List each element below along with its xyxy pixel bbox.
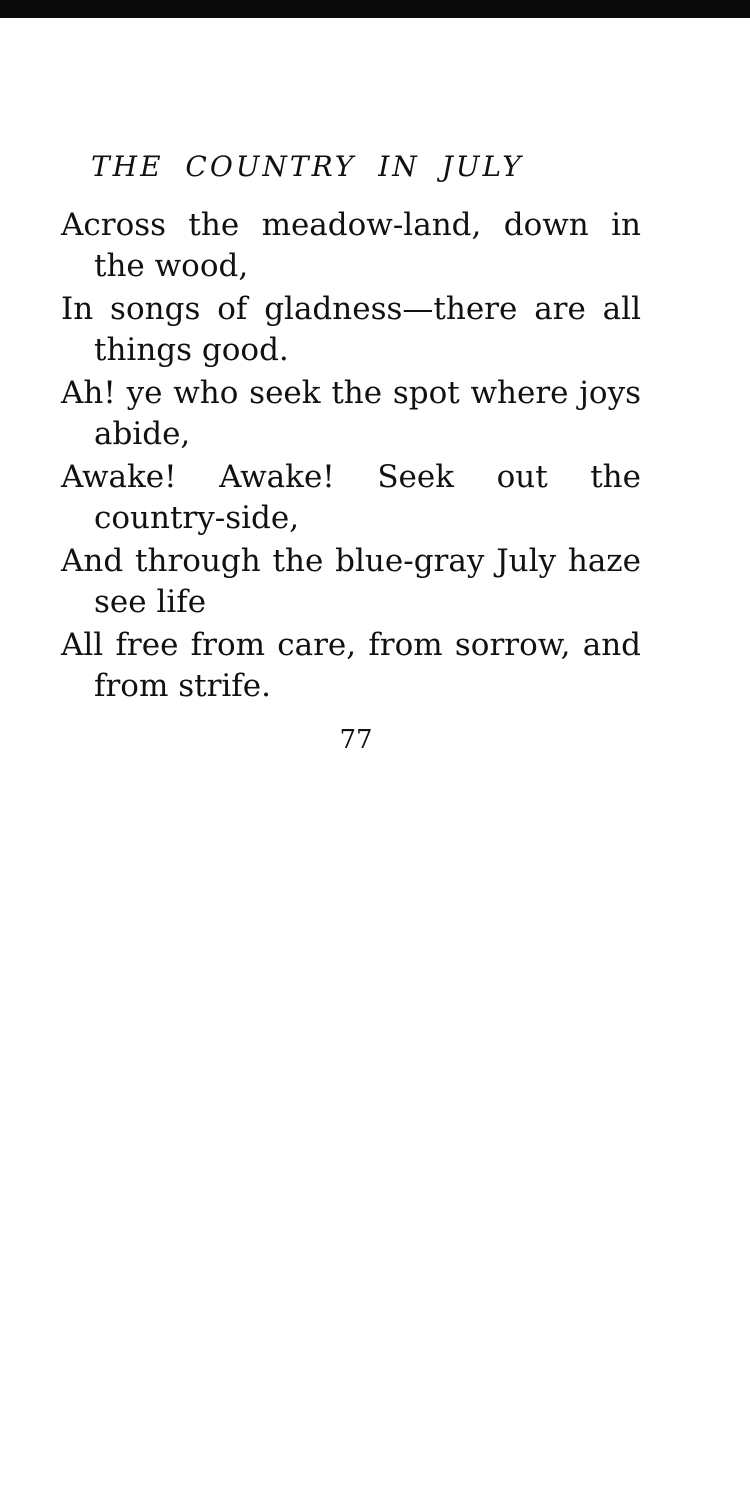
running-title: THE COUNTRY IN JULY [91,150,524,183]
poem-line: And through the blue-gray July haze see life [61,543,641,620]
page-number: 77 [339,725,373,755]
poem-line: Ah! ye who seek the spot where joys abide, [61,375,641,452]
poem-line: In songs of gladness—there are all things good. [61,291,641,368]
poem-line: Awake! Awake! Seek out the country-side, [61,459,641,536]
poem-line: All free from care, from sorrow, and from strife. [61,627,641,704]
poem-line: Across the meadow-land, down in the wood, [61,207,641,284]
page-top-edge-bar [0,0,750,18]
poem-stanza [61,205,641,707]
book-page [61,150,641,755]
